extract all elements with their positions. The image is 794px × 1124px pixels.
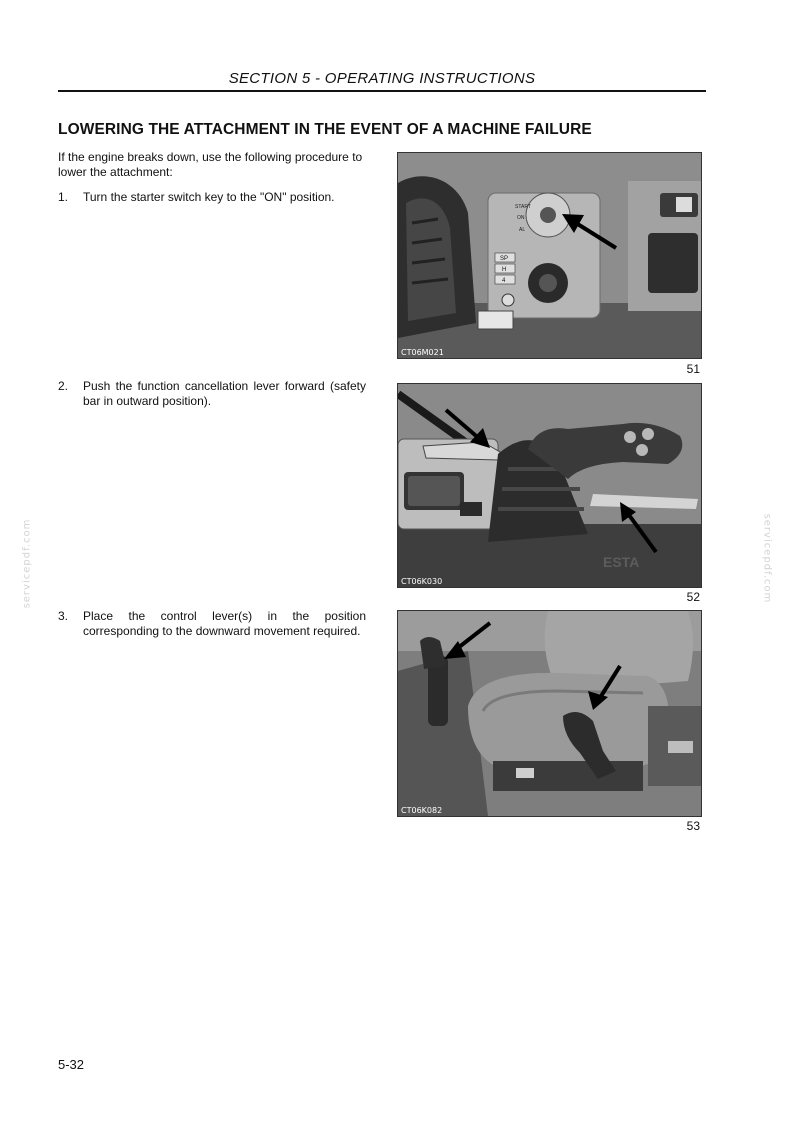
watermark-right: servicepdf.com xyxy=(761,513,773,604)
section-title: SECTION 5 - OPERATING INSTRUCTIONS xyxy=(228,70,536,87)
step-text: Push the function cancellation lever forward (safety bar in outward position). xyxy=(83,379,366,408)
cancellation-lever-photo xyxy=(398,384,701,587)
seat-brand-text: ESTA xyxy=(603,554,640,570)
switch-label-on: ON xyxy=(517,215,525,221)
figure-number: 53 xyxy=(686,819,700,833)
step-2 xyxy=(58,379,366,409)
switch-label-start: START xyxy=(515,204,531,210)
mode-label-4: 4 xyxy=(502,278,506,284)
step-number: 1. xyxy=(58,190,69,204)
figure-code: CT06K082 xyxy=(401,806,443,815)
figure-starter-switch xyxy=(397,152,702,359)
step-number: 3. xyxy=(58,609,69,623)
starter-switch-photo xyxy=(398,153,701,358)
step-text: Turn the starter switch key to the "ON" position. xyxy=(83,190,335,204)
figure-code: CT06K030 xyxy=(401,577,443,586)
section-header xyxy=(58,70,706,92)
page-number: 5-32 xyxy=(58,1057,85,1072)
figure-number: 51 xyxy=(686,362,700,376)
control-levers-photo xyxy=(398,611,701,816)
watermark-left: servicepdf.com xyxy=(21,518,33,609)
step-1 xyxy=(58,190,366,205)
intro-paragraph: If the engine breaks down, use the following procedure to lower the attachment: xyxy=(58,150,363,179)
mode-label-h: H xyxy=(502,267,507,273)
figure-control-levers xyxy=(397,610,702,817)
figure-code: CT06M021 xyxy=(401,348,444,357)
step-number: 2. xyxy=(58,379,69,393)
step-text: Place the control lever(s) in the position corresponding to the downward movement required. xyxy=(83,609,366,638)
step-3 xyxy=(58,609,366,639)
mode-label-sp: SP xyxy=(500,256,509,262)
figure-number: 52 xyxy=(686,590,700,604)
page-heading: LOWERING THE ATTACHMENT IN THE EVENT OF A MACHINE FAILURE xyxy=(58,121,592,138)
switch-label-al: AL xyxy=(519,227,526,233)
figure-cancellation-lever xyxy=(397,383,702,588)
